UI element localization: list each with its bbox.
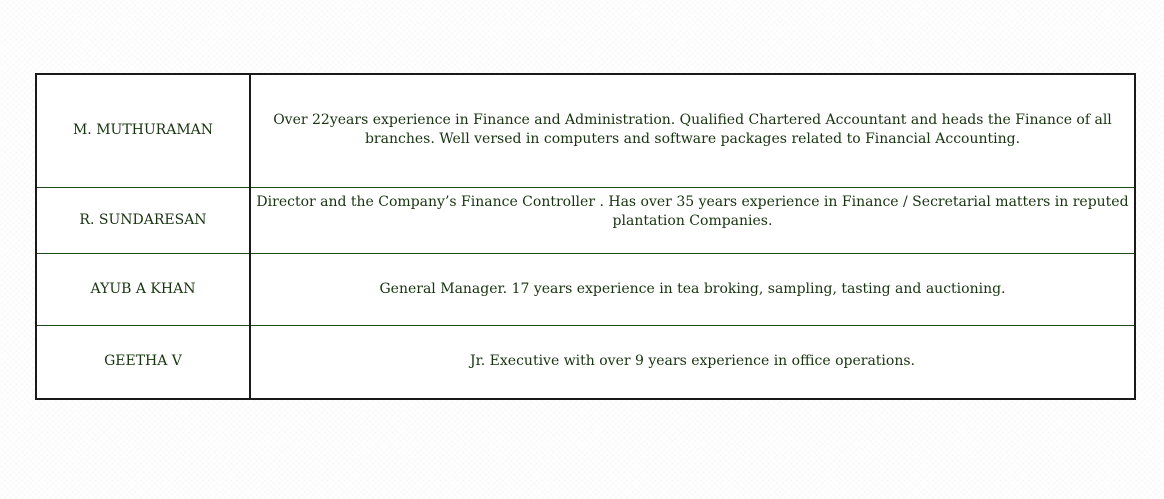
table-row <box>36 187 1135 253</box>
table-row <box>36 74 1135 187</box>
table-row <box>36 325 1135 399</box>
member-description: Director and the Company’s Finance Controller . Has over 35 years experience in Finance / Secretarial matters in reputed plantation Companies. <box>250 187 1135 253</box>
member-name: AYUB A KHAN <box>36 253 250 325</box>
member-description: Jr. Executive with over 9 years experience in office operations. <box>250 325 1135 399</box>
table-row <box>36 253 1135 325</box>
member-name: R. SUNDARESAN <box>36 187 250 253</box>
member-name: M. MUTHURAMAN <box>36 74 250 187</box>
member-description: General Manager. 17 years experience in tea broking, sampling, tasting and auctioning. <box>250 253 1135 325</box>
member-name: GEETHA V <box>36 325 250 399</box>
team-table <box>35 73 1136 400</box>
member-description: Over 22years experience in Finance and Administration. Qualified Chartered Accountant and heads the Finance of all branches. Well versed in computers and software packages related to Financial Accounting. <box>250 74 1135 187</box>
